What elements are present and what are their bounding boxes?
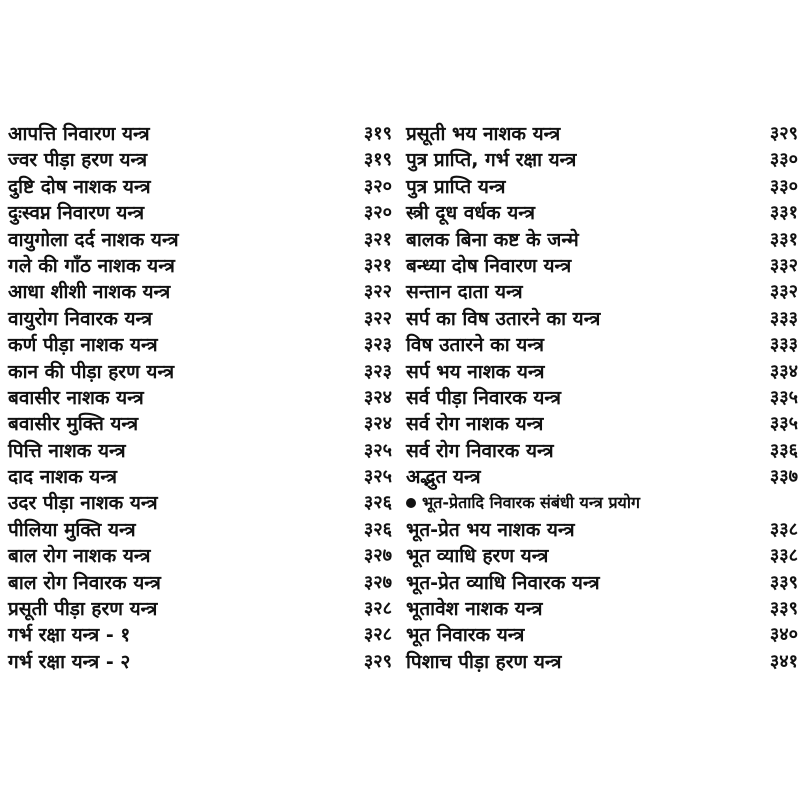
entry-page-number: ३२४: [363, 386, 392, 408]
index-entry: [8, 543, 392, 569]
index-entry: [406, 200, 798, 226]
entry-title: भूत व्याधि हरण यन्त्र: [406, 545, 549, 568]
index-entry: [8, 332, 392, 358]
entry-title: पित्ति नाशक यन्त्र: [8, 439, 126, 462]
index-entry: [8, 570, 392, 596]
entry-page-number: ३३९: [769, 571, 798, 593]
entry-title: पुत्र प्राप्ति यन्त्र: [406, 175, 506, 198]
entry-page-number: ३२२: [363, 281, 392, 303]
entry-title: पीलिया मुक्ति यन्त्र: [8, 518, 136, 541]
index-entry: [406, 359, 798, 385]
index-entry: [406, 438, 798, 464]
index-entry: [8, 517, 392, 543]
index-entry: [406, 147, 798, 173]
entry-page-number: ३३८: [769, 518, 798, 540]
entry-title: सर्व रोग नाशक यन्त्र: [406, 413, 544, 436]
index-entry: [406, 649, 798, 675]
entry-page-number: ३२०: [363, 175, 392, 197]
index-entry: [406, 174, 798, 200]
index-entry: [8, 385, 392, 411]
entry-title: वायुरोग निवारक यन्त्र: [8, 307, 153, 330]
entry-page-number: ३२५: [363, 439, 392, 461]
entry-page-number: ३३४: [769, 360, 798, 382]
entry-page-number: ३२२: [363, 307, 392, 329]
entry-title: कान की पीड़ा हरण यन्त्र: [8, 360, 175, 383]
entry-title: सर्व रोग निवारक यन्त्र: [406, 439, 554, 462]
entry-title: भूत निवारक यन्त्र: [406, 624, 525, 647]
entry-page-number: ३२६: [363, 492, 392, 514]
entry-page-number: ३२८: [363, 598, 392, 620]
index-entry: [406, 517, 798, 543]
index-entry: [8, 121, 392, 147]
index-entry: [406, 411, 798, 437]
entry-title: आपत्ति निवारण यन्त्र: [8, 123, 150, 145]
index-entry: [406, 306, 798, 332]
entry-title: ज्वर पीड़ा हरण यन्त्र: [8, 149, 148, 172]
entry-title: दुःस्वप्न निवारण यन्त्र: [8, 202, 145, 225]
entry-title: भूत-प्रेत व्याधि निवारक यन्त्र: [406, 571, 600, 594]
entry-page-number: ३२१: [363, 254, 392, 276]
entry-page-number: ३२९: [769, 123, 798, 144]
index-entry: [406, 543, 798, 569]
entry-page-number: ३२८: [363, 624, 392, 646]
entry-page-number: ३२६: [363, 518, 392, 540]
entry-title: बवासीर मुक्ति यन्त्र: [8, 413, 139, 436]
index-entry: [8, 490, 392, 516]
entry-page-number: ३३९: [769, 598, 798, 620]
index-entry: [406, 279, 798, 305]
entry-page-number: ३२९: [363, 650, 392, 672]
entry-title: बाल रोग नाशक यन्त्र: [8, 545, 151, 568]
index-entry: [8, 359, 392, 385]
entry-page-number: ३१९: [363, 123, 392, 144]
entry-page-number: ३३२: [769, 281, 798, 303]
entry-page-number: ३३०: [769, 149, 798, 171]
entry-page-number: ३२७: [363, 571, 392, 593]
index-entry: [8, 147, 392, 173]
entry-title: स्त्री दूध वर्धक यन्त्र: [406, 202, 535, 225]
entry-page-number: ३२७: [363, 545, 392, 567]
entry-title: भूत-प्रेतादि निवारक संबंधी यन्त्र प्रयोग: [422, 493, 640, 513]
right-column: [406, 121, 798, 675]
index-entry: [8, 411, 392, 437]
entry-title: गले की गाँठ नाशक यन्त्र: [8, 254, 175, 277]
index-entry: [8, 649, 392, 675]
index-entry: [8, 279, 392, 305]
index-entry: [406, 385, 798, 411]
entry-page-number: ३४१: [769, 650, 798, 672]
entry-title: भूत-प्रेत भय नाशक यन्त्र: [406, 518, 575, 541]
index-entry: [8, 200, 392, 226]
index-entry: [406, 121, 798, 147]
entry-page-number: ३३०: [769, 175, 798, 197]
entry-title: बालक बिना कष्ट के जन्मे: [406, 228, 579, 251]
entry-title: बवासीर नाशक यन्त्र: [8, 386, 144, 409]
entry-page-number: ३३१: [769, 202, 798, 224]
index-entry: [8, 306, 392, 332]
entry-title: गर्भ रक्षा यन्त्र - १: [8, 624, 131, 647]
entry-title: सर्प का विष उतारने का यन्त्र: [406, 307, 601, 330]
entry-page-number: ३२१: [363, 228, 392, 250]
entry-title: दुष्टि दोष नाशक यन्त्र: [8, 175, 151, 198]
entry-page-number: ३३६: [769, 439, 798, 461]
entry-title: पिशाच पीड़ा हरण यन्त्र: [406, 650, 562, 673]
index-entry: [406, 227, 798, 253]
entry-page-number: ३२३: [363, 334, 392, 356]
section-heading: [406, 490, 798, 516]
entry-page-number: ३२०: [363, 202, 392, 224]
entry-page-number: ३३५: [769, 413, 798, 435]
entry-page-number: ३३८: [769, 545, 798, 567]
entry-title: कर्ण पीड़ा नाशक यन्त्र: [8, 334, 158, 357]
index-entry: [8, 253, 392, 279]
index-entry: [406, 570, 798, 596]
index-entry: [8, 464, 392, 490]
index-entry: [8, 438, 392, 464]
entry-page-number: ३१९: [363, 149, 392, 171]
entry-page-number: ३३१: [769, 228, 798, 250]
index-entry: [8, 227, 392, 253]
left-column: [8, 121, 392, 675]
entry-title: प्रसूती भय नाशक यन्त्र: [406, 123, 561, 145]
entry-title: पुत्र प्राप्ति, गर्भ रक्षा यन्त्र: [406, 149, 577, 172]
entry-title: अद्भुत यन्त्र: [406, 466, 481, 489]
entry-page-number: ३३५: [769, 386, 798, 408]
index-entry: [8, 596, 392, 622]
entry-page-number: ३२५: [363, 466, 392, 488]
entry-title: गर्भ रक्षा यन्त्र - २: [8, 650, 131, 673]
entry-title: विष उतारने का यन्त्र: [406, 334, 544, 357]
entry-title: बन्ध्या दोष निवारण यन्त्र: [406, 254, 572, 277]
entry-page-number: ३२३: [363, 360, 392, 382]
index-entry: [406, 596, 798, 622]
entry-page-number: ३२४: [363, 413, 392, 435]
entry-title: सन्तान दाता यन्त्र: [406, 281, 523, 304]
entry-title: आधा शीशी नाशक यन्त्र: [8, 281, 171, 304]
entry-title: प्रसूती पीड़ा हरण यन्त्र: [8, 598, 158, 621]
index-entry: [406, 332, 798, 358]
entry-title: सर्प भय नाशक यन्त्र: [406, 360, 545, 383]
index-entry: [406, 253, 798, 279]
entry-page-number: ३४०: [769, 624, 798, 646]
index-entry: [8, 622, 392, 648]
entry-title: बाल रोग निवारक यन्त्र: [8, 571, 161, 594]
index-entry: [8, 174, 392, 200]
index-entry: [406, 464, 798, 490]
entry-title: भूतावेश नाशक यन्त्र: [406, 598, 543, 621]
entry-page-number: ३३३: [769, 307, 798, 329]
entry-page-number: ३३२: [769, 254, 798, 276]
entry-page-number: ३३३: [769, 334, 798, 356]
entry-title: उदर पीड़ा नाशक यन्त्र: [8, 492, 158, 515]
entry-page-number: ३३७: [769, 466, 798, 488]
bullet-icon: [406, 498, 416, 508]
entry-title: वायुगोला दर्द नाशक यन्त्र: [8, 228, 179, 251]
index-entry: [406, 622, 798, 648]
entry-title: दाद नाशक यन्त्र: [8, 466, 117, 489]
entry-title: सर्व पीड़ा निवारक यन्त्र: [406, 386, 562, 409]
